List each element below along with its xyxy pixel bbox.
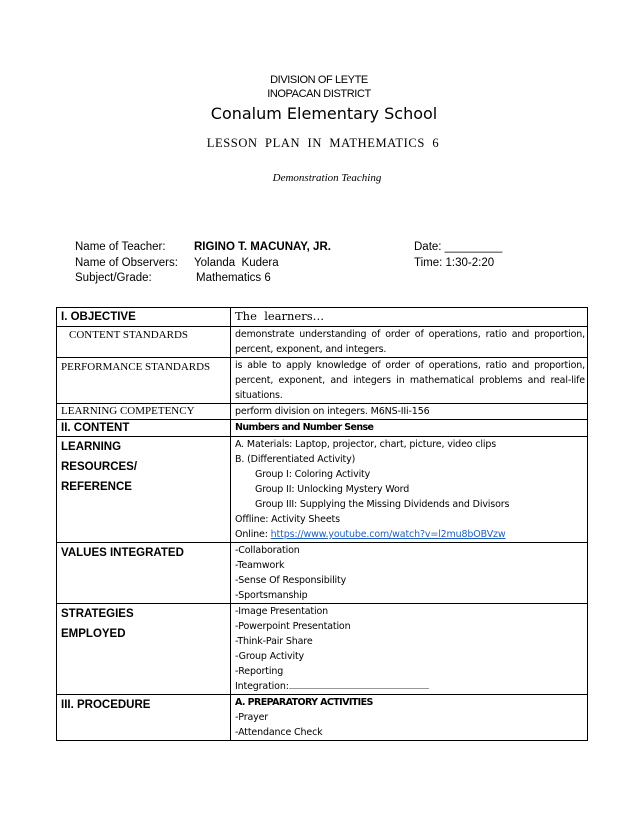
resources-line: Group I: Coloring Activity: [255, 469, 371, 480]
content-label: II. CONTENT: [57, 420, 231, 437]
values-integrated-label: VALUES INTEGRATED: [57, 543, 231, 604]
procedure-item: -Attendance Check: [235, 727, 323, 738]
procedure-item: -Prayer: [235, 712, 269, 723]
objective-value: The learners…: [231, 308, 588, 327]
observers-label: Name of Observers:: [75, 257, 178, 269]
strategies-label-line: EMPLOYED: [61, 628, 126, 640]
division-heading: DIVISION OF LEYTE: [270, 74, 368, 86]
learning-competency-value: perform division on integers. M6NS-IIi-156: [231, 404, 588, 420]
table-row: [57, 543, 588, 604]
strategies-label-line: STRATEGIES: [61, 608, 134, 620]
table-row: [57, 437, 588, 543]
value-item: -Sportsmanship: [235, 590, 308, 601]
date-field: Date: _________: [414, 241, 503, 253]
strategies-label-cell: [57, 604, 231, 695]
value-item: -Sense Of Responsibility: [235, 575, 347, 586]
observers-name: Yolanda Kudera: [194, 257, 279, 269]
school-name: Conalum Elementary School: [210, 104, 438, 123]
online-prefix: Online:: [235, 529, 271, 540]
youtube-link[interactable]: https://www.youtube.com/watch?v=l2mu8bOBVzw: [270, 529, 506, 540]
procedure-cell: [231, 695, 588, 741]
learning-competency-label: LEARNING COMPETENCY: [57, 404, 231, 420]
performance-standards-value: is able to apply knowledge of order of operations, ratio and proportion, percent, exponent, and integers in mathematical problems and real-life situations.: [231, 358, 588, 404]
teacher-name: RIGINO T. MACUNAY, JR.: [194, 241, 331, 253]
integration-blank-line: [289, 680, 429, 689]
subject-value: Mathematics 6: [196, 272, 271, 284]
table-row: [57, 308, 588, 327]
resources-online-line: [235, 527, 585, 542]
lesson-plan-title: LESSON PLAN IN MATHEMATICS 6: [206, 136, 440, 150]
procedure-heading: A. PREPARATORY ACTIVITIES: [235, 697, 373, 708]
value-item: -Teamwork: [235, 560, 285, 571]
strategy-item: -Think-Pair Share: [235, 636, 313, 647]
subject-label: Subject/Grade:: [75, 272, 152, 284]
content-value: Numbers and Number Sense: [231, 420, 588, 437]
strategies-cell: [231, 604, 588, 695]
lesson-plan-table: [56, 307, 588, 741]
resources-line: B. (Differentiated Activity): [235, 454, 356, 465]
table-row: [57, 404, 588, 420]
table-row: [57, 604, 588, 695]
demonstration-subtitle: Demonstration Teaching: [272, 172, 382, 184]
district-heading: INOPACAN DISTRICT: [267, 88, 371, 100]
value-item: -Collaboration: [235, 545, 300, 556]
values-integrated-cell: [231, 543, 588, 604]
resources-label-cell: [57, 437, 231, 543]
integration-label: Integration:: [235, 681, 289, 692]
table-row: [57, 327, 588, 358]
resources-value-cell: [231, 437, 588, 543]
integration-line: [235, 679, 585, 694]
resources-label-line: LEARNING: [61, 441, 122, 453]
strategy-item: -Image Presentation: [235, 606, 329, 617]
resources-line: Group II: Unlocking Mystery Word: [255, 484, 410, 495]
strategy-item: -Group Activity: [235, 651, 304, 662]
resources-line: Offline: Activity Sheets: [235, 514, 340, 525]
content-standards-label: CONTENT STANDARDS: [57, 327, 231, 358]
procedure-label: III. PROCEDURE: [57, 695, 231, 741]
resources-line: Group III: Supplying the Missing Dividends and Divisors: [255, 499, 510, 510]
strategy-item: -Reporting: [235, 666, 284, 677]
resources-line: A. Materials: Laptop, projector, chart, picture, video clips: [235, 439, 497, 450]
resources-label-line: RESOURCES/: [61, 461, 138, 473]
table-row: [57, 358, 588, 404]
time-field: Time: 1:30-2:20: [414, 257, 495, 269]
performance-standards-label: PERFORMANCE STANDARDS: [57, 358, 231, 404]
resources-label-line: REFERENCE: [61, 481, 132, 493]
table-row: [57, 695, 588, 741]
objective-label: I. OBJECTIVE: [57, 308, 231, 327]
table-row: [57, 420, 588, 437]
strategy-item: -Powerpoint Presentation: [235, 621, 351, 632]
content-standards-value: demonstrate understanding of order of operations, ratio and proportion, percent, exponent, and integers.: [231, 327, 588, 358]
teacher-label: Name of Teacher:: [75, 241, 166, 253]
